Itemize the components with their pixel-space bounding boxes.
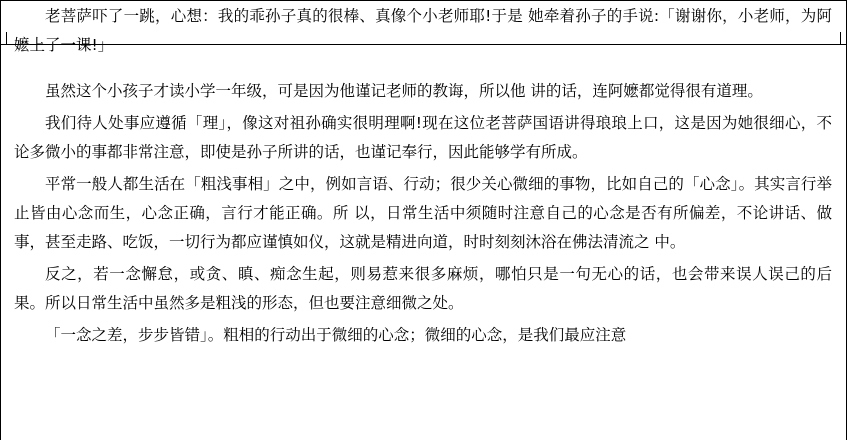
paragraph: 反之，若一念懈怠，或贪、瞋、痴念生起，则易惹来很多麻烦，哪怕只是一句无心的话，也会带来误人误己的后果。所以日常生活中虽然多是粗浅的形态，但也要注意细微之处。: [14, 265, 832, 312]
paragraph: 平常一般人都生活在「粗浅事相」之中，例如言语、行动；很少关心微细的事物，比如自己的「心念」。其实言行举止皆由心念而生，心念正确，言行才能正确。所 以，日常生活中须随时注意自己的心念是否有所偏差，不论讲话、做事，甚至走路、吃饭，一切行为都应谨慎如仪，这就是精进向道，时时刻刻沐浴在佛法清流之 中。: [14, 175, 832, 251]
paragraph: 「一念之差，步步皆错」。粗相的行动出于微细的心念；微细的心念，是我们最应注意: [45, 326, 627, 344]
paragraph: 我们待人处事应遵循「理」，像这对祖孙确实很明理啊!现在这位老菩萨国语讲得琅琅上口，这是因为她很细心，不论多微小的事都非常注意，即使是孙子所讲的话，也谨记奉行，因此能够学有所成。: [14, 114, 832, 161]
page-border-left: [0, 0, 1, 440]
page-border-right-inner: [840, 32, 841, 44]
page-border-left-inner: [6, 32, 7, 44]
paragraph: 虽然这个小孩子才读小学一年级，可是因为他谨记老师的教诲，所以他 讲的话，连阿嬷都觉得很有道理。: [45, 82, 763, 100]
document-body: [14, 2, 832, 350]
page-border-top: [0, 0, 847, 1]
paragraph: 老菩萨吓了一跳，心想：我的乖孙子真的很棒、真像个小老师耶!于是 她牵着孙子的手说:「谢谢你，小老师，为阿嬷上了一课!」: [14, 7, 832, 54]
